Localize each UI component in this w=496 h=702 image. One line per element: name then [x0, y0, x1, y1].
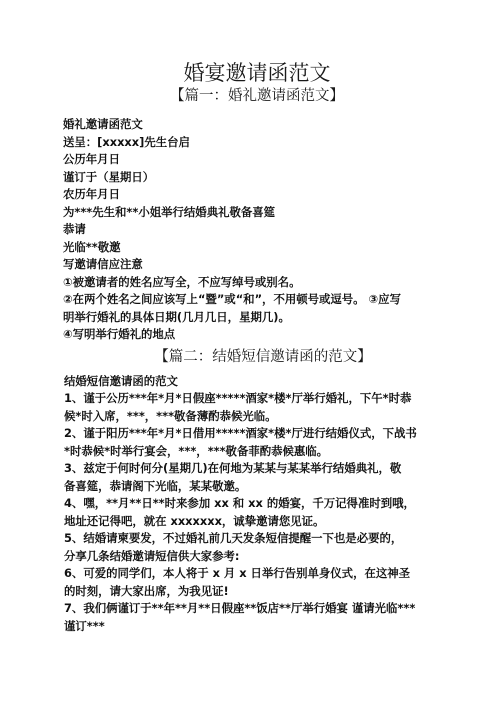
section1-heading: 【篇一：婚礼邀请函范文】	[170, 88, 344, 104]
document-title: 婚宴邀请函范文	[183, 61, 331, 85]
section2-body	[58, 373, 456, 636]
text-line: ④写明举行婚礼的地点	[63, 327, 176, 341]
text-line: 公历年月日	[63, 152, 120, 166]
text-line: 1、谨于公历***年*月*日假座*****酒家*楼*厅举行婚礼，下午*时恭	[64, 391, 412, 405]
text-line: 明举行婚礼的具体日期(几月几日，星期几)。	[63, 309, 290, 324]
text-line: ①被邀请者的姓名应写全，不应写绰号或别名。	[63, 274, 301, 289]
section2-heading: 【篇二：结婚短信邀请函的范文】	[154, 348, 372, 365]
text-line: 写邀请信应注意	[63, 257, 143, 271]
section1-body	[58, 116, 456, 344]
text-line: 候*时入席，***，***敬备薄酌恭候光临。	[64, 408, 277, 423]
text-line: 结婚短信邀请函的范文	[64, 373, 178, 388]
text-line: 恭请	[63, 222, 86, 236]
text-line: 3、兹定于何时何分(星期几)在何地为某某与某某举行结婚典礼，敬	[64, 461, 402, 475]
text-line: 谨订于（星期日）	[63, 169, 155, 184]
text-line: 的时刻，请大家出席，为我见证!	[64, 583, 229, 598]
text-line: 6、可爱的同学们，本人将于 x 月 x 日举行告别单身仪式，在这神圣	[64, 566, 411, 580]
text-line: 4、嘿，**月**日**时来参加 xx 和 xx 的婚宴，千万记得准时到哦，	[64, 496, 415, 510]
text-line: 为***先生和**小姐举行结婚典礼敬备喜筵	[63, 204, 276, 219]
text-line: 备喜筵，恭请阁下光临，某某敬邀。	[64, 478, 247, 493]
text-line: 农历年月日	[63, 187, 120, 201]
text-line: 7、我们俩谨订于**年**月**日假座**饭店**厅举行婚宴 谨请光临***	[64, 601, 416, 615]
text-line: 送呈：[xxxxx]先生台启	[63, 134, 190, 149]
text-line: 光临**敬邀	[63, 239, 121, 254]
text-line: 分享几条结婚邀请短信供大家参考:	[64, 548, 240, 563]
text-line: 地址还记得吧，就在 xxxxxxx，诚挚邀请您见证。	[64, 513, 325, 528]
text-line: 5、结婚请柬要发，不过婚礼前几天发条短信提醒一下也是必要的，	[64, 531, 403, 545]
text-line: 婚礼邀请函范文	[63, 117, 143, 131]
text-line: 2、谨于阳历***年*月*日借用*****酒家*楼*厅进行结婚仪式，下战书	[64, 426, 417, 440]
text-line: 谨订***	[64, 618, 105, 633]
text-line: *时恭候*时举行宴会，***，***敬备菲酌恭候惠临。	[64, 443, 329, 458]
text-line: ②在两个姓名之间应该写上“暨”或“和”，不用顿号或逗号。 ③应写	[63, 292, 401, 306]
